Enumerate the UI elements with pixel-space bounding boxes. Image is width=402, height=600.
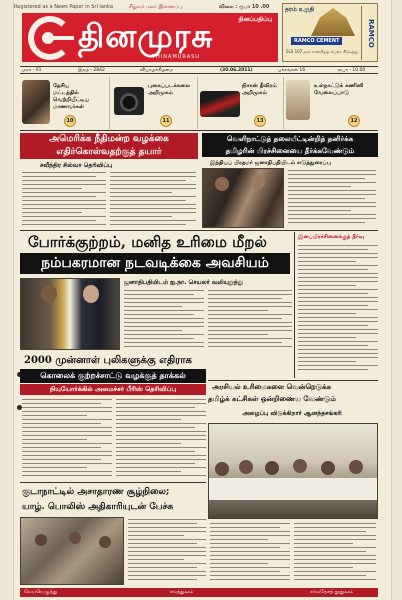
rights-column-2 [294, 523, 376, 585]
column-rule [294, 232, 295, 378]
bottom-left-label: மெய்யெழுத்து [24, 589, 58, 595]
teaser-crafts-text: உள்நாட்டுக் கணினி வேலைப்பாடு [314, 83, 364, 96]
rule [20, 130, 378, 131]
tamil-issue-column [288, 170, 376, 228]
teaser-camera[interactable] [110, 77, 198, 129]
tamil-issue-headline-2[interactable]: தமிழரின் பிரச்சினையை தீர்க்கவேண்டும் [202, 145, 378, 157]
police-meeting-photo [20, 517, 124, 585]
teaser-crafts[interactable] [284, 77, 378, 129]
person-head [265, 461, 279, 475]
date-label: (30.06.2011) [220, 68, 253, 73]
masthead-subtitle: தினப்பதிப்பு [238, 16, 272, 23]
lead-subhead: ஜனாதிபதியிடம் ஐ.நா. செயலர் வலியுறுத்து [124, 279, 244, 286]
lead-headline-1[interactable]: போர்க்குற்றம், மனித உரிமை மீறல் [28, 233, 267, 251]
jaffna-headline-2[interactable]: யாழ். பொலிஸ் அதிகாரியுடன் பேச்சு [22, 502, 174, 512]
top-strip [14, 4, 276, 12]
rights-headline-2[interactable]: தமிழ்க் கட்சிகள் ஒன்றிணைய வேண்டும் [208, 395, 336, 403]
teaser-students-text: தேசிய மட்டத்தில் வெற்றியீட்டிய மாணவர்கள் [53, 83, 90, 110]
white-shirts-row [209, 478, 378, 500]
lead-column-1 [124, 290, 204, 350]
us-court-subhead: சவீந்திர சில்வா தெரிவிப்பு [40, 162, 113, 169]
us-court-headline-2[interactable]: எதிர்கொள்வதற்குத் தயார் [20, 146, 198, 159]
rule [20, 230, 378, 231]
prisoners-column-1 [22, 399, 112, 479]
motorbike-icon [200, 91, 240, 117]
prisoners-headline-2[interactable]: கொலைக் குற்றச்சாட்டு வழக்குத் தாக்கல் [20, 369, 206, 383]
pages-label: பக்கங்கள் 16 [278, 68, 306, 73]
person-head [215, 462, 229, 476]
prisoners-headline-1[interactable]: 2000 முன்னாள் புலிகளுக்கு எதிராக [24, 355, 192, 366]
teaser-crafts-page: 12 [348, 115, 360, 127]
teaser-students-page: 10 [64, 115, 76, 127]
person-head [99, 536, 111, 548]
issue-label: இதழ் - 2842 [78, 68, 105, 73]
volume-label: முரசு - 01 [21, 68, 42, 73]
advert-top-text: தரம் உறுதி [285, 6, 315, 13]
teaser-strip [20, 77, 378, 129]
price-short-label: ரூபா - 10.00 [338, 68, 366, 73]
tamil-issue-subhead: இந்தியப் பிரதமர் ஜனாதிபதியிடம் எடுத்துரைப்பு [210, 160, 331, 166]
teaser-camera-text: புகைப்படக்கலை அறிமுகம் [148, 83, 191, 96]
person-head [349, 460, 363, 474]
rights-headline-1[interactable]: அரசியல் உரிமைகளை வென்றெடுக்க [212, 383, 331, 391]
un-secretary-photo [20, 278, 120, 350]
masthead [22, 13, 278, 62]
leader-head [251, 175, 265, 189]
teaser-motorbike-page: 13 [254, 115, 266, 127]
us-court-column-2 [110, 172, 196, 228]
lead-headline-2[interactable]: நம்பகரமான நடவடிக்கை அவசியம் [20, 253, 290, 274]
crafts-photo [286, 80, 310, 120]
logo-bar-icon [48, 36, 74, 40]
temple-icon [311, 8, 355, 36]
person-head [83, 285, 99, 303]
person-head [69, 532, 81, 544]
teaser-motorbike-text: நிசான் தீவிரம் அறிமுகம் [242, 83, 277, 96]
lead-column-2 [208, 290, 292, 350]
registration-note: Registered as a News Paper in Sri lanka [14, 4, 113, 10]
right-kicker: இனப்பிரச்சினைக்குத் தீர்வு [298, 234, 365, 240]
cement-advert [282, 3, 378, 62]
teaser-motorbike[interactable] [198, 77, 284, 129]
prisoners-column-2 [116, 399, 206, 479]
teaser-students[interactable] [20, 77, 110, 129]
rule [208, 380, 378, 381]
masthead-english-name: THINAMURASU [152, 54, 200, 60]
students-photo [22, 80, 50, 124]
advert-vertical-label: RAMCO [361, 6, 375, 60]
price-label: விலை : ரூபா 10 .00 [219, 4, 270, 10]
camera-icon [114, 87, 144, 115]
masthead-title: தினமுரசு [78, 17, 214, 55]
person-head [293, 459, 307, 473]
bottom-bar [20, 588, 378, 597]
day-label: வியாழக்கிழமை [140, 68, 174, 73]
prisoners-subhead: நியுயோர்க்கில் அமைச்சர் பீரிஸ் தெரிவிப்பு [20, 384, 206, 395]
person-head [321, 461, 335, 475]
us-court-column-1 [22, 172, 106, 228]
leaders-handshake-photo [202, 168, 284, 228]
person-head [239, 460, 253, 474]
tamil-issue-headline-1[interactable]: வெளிநாட்டுத் தலையீட்டின்றித் தனிர்க்க [202, 133, 378, 145]
supplement-note: சிறுவர் மலர் இணைப்பு [129, 4, 182, 10]
right-column-text [298, 245, 378, 375]
advert-tagline: SLS 107 தரச் சான்றிதழ் பெற்ற சீமெந்து [286, 49, 358, 54]
leader-head [215, 177, 229, 191]
invite-headline: அழைப்பு விடுக்கிறார் ஆனந்தசங்கரி [242, 410, 342, 417]
us-court-headline-1[interactable]: அமெரிக்க நீதிமன்ற வழக்கை [20, 133, 198, 146]
tamil-parties-meeting-photo [208, 423, 378, 519]
bottom-right-label: சர்வதேசத் தூதுவம் [310, 589, 354, 595]
rights-column-1 [210, 523, 290, 585]
bottom-middle-label: சமத்துவம் [170, 589, 194, 595]
dateline [20, 66, 378, 74]
rule [20, 482, 206, 483]
teaser-camera-page: 11 [160, 115, 172, 127]
jaffna-headline-1[interactable]: குடாநாட்டில் அசாதாரண சூழ்நிலை; [22, 487, 170, 497]
jaffna-column [128, 519, 206, 585]
person-head [41, 285, 57, 303]
advert-brand: RAMCO CEMENT [291, 37, 342, 45]
person-head [35, 534, 47, 546]
